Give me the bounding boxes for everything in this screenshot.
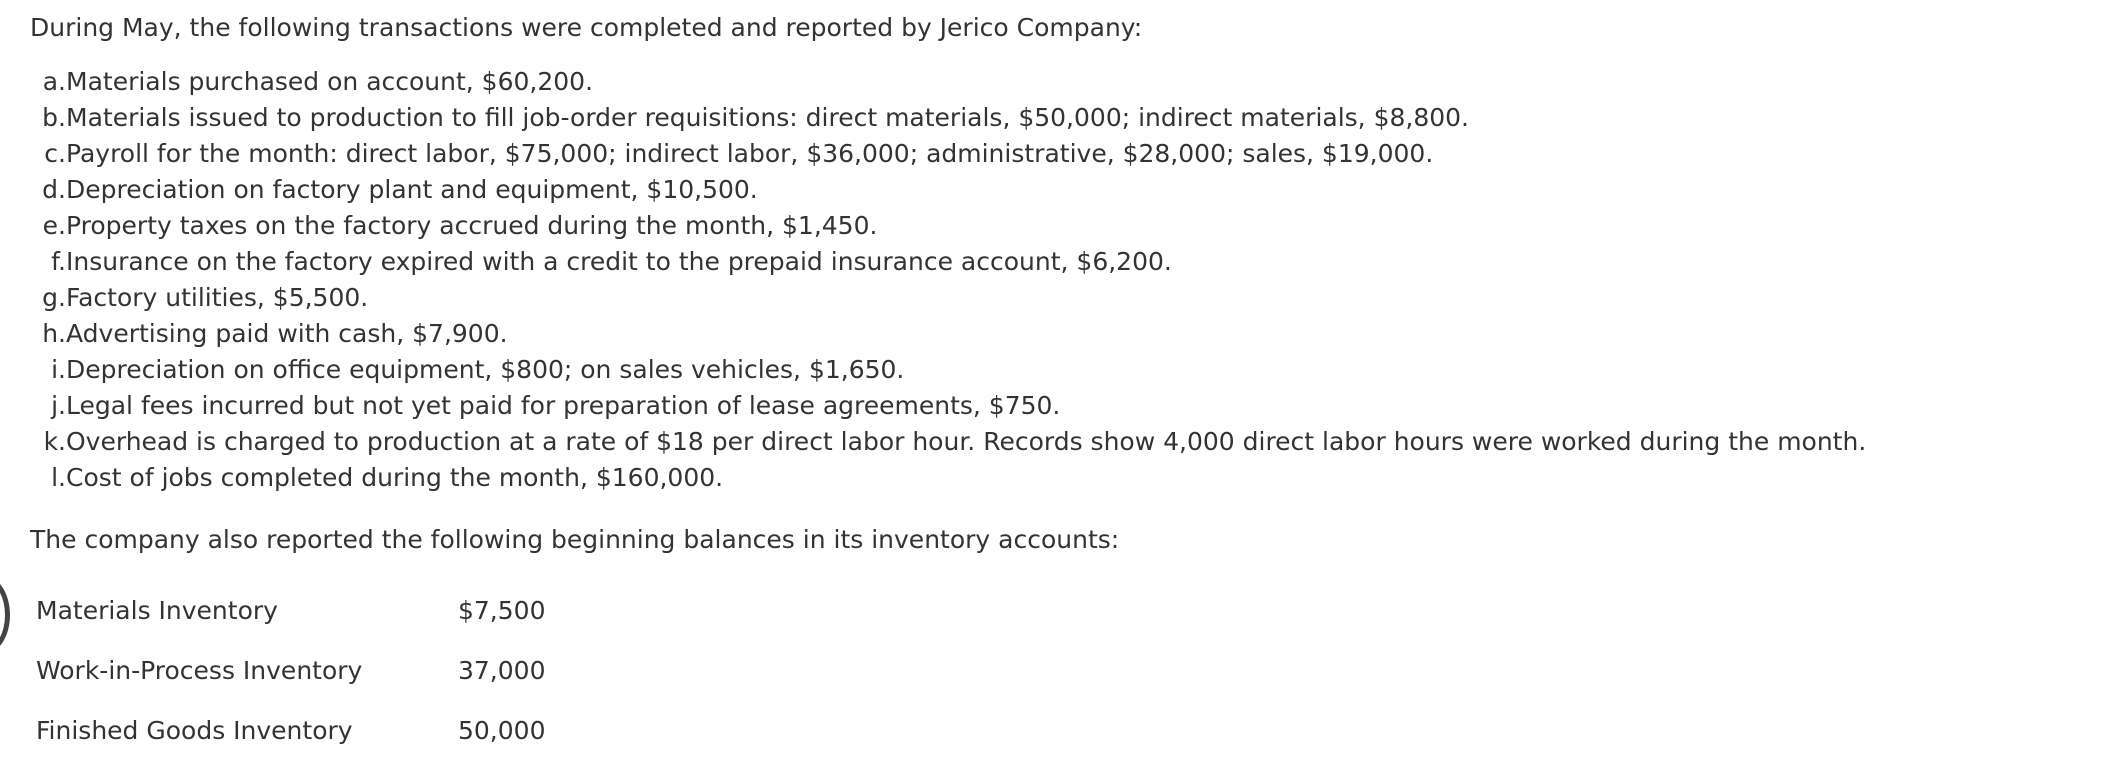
balance-label: Finished Goods Inventory <box>36 715 353 745</box>
transaction-letter: d. <box>42 175 66 204</box>
transaction-letter: i. <box>51 355 66 384</box>
transaction-item <box>30 460 2105 496</box>
transaction-item <box>30 352 2105 388</box>
transaction-text: Cost of jobs completed during the month, $160,000. <box>66 463 724 492</box>
balance-value: 37,000 <box>458 655 546 685</box>
transaction-text: Overhead is charged to production at a rate of $18 per direct labor hour. Records show 4,000 direct labor hours were worked during the month. <box>66 427 1867 456</box>
transaction-letter: j. <box>51 391 66 420</box>
balance-row <box>36 700 545 760</box>
transaction-text: Payroll for the month: direct labor, $75,000; indirect labor, $36,000; administrative, $28,000; sales, $19,000. <box>66 139 1434 168</box>
transaction-item <box>30 388 2105 424</box>
transactions-list <box>30 64 2105 496</box>
transaction-item <box>30 100 2105 136</box>
problem-content <box>30 12 2105 760</box>
transaction-text: Insurance on the factory expired with a credit to the prepaid insurance account, $6,200. <box>66 247 1172 276</box>
transaction-letter: h. <box>42 319 66 348</box>
transaction-letter: g. <box>42 283 66 312</box>
transaction-item <box>30 316 2105 352</box>
edge-ring-decoration <box>0 577 10 653</box>
balance-row <box>36 580 545 640</box>
transaction-letter: l. <box>51 463 66 492</box>
balances-intro-text: The company also reported the following beginning balances in its inventory accounts: <box>30 525 1120 554</box>
transaction-text: Advertising paid with cash, $7,900. <box>66 319 508 348</box>
transaction-text: Property taxes on the factory accrued during the month, $1,450. <box>66 211 878 240</box>
transaction-item <box>30 136 2105 172</box>
transaction-item <box>30 244 2105 280</box>
transaction-letter: c. <box>44 139 66 168</box>
transaction-item <box>30 64 2105 100</box>
transaction-text: Factory utilities, $5,500. <box>66 283 369 312</box>
transaction-text: Legal fees incurred but not yet paid for preparation of lease agreements, $750. <box>66 391 1061 420</box>
transaction-letter: f. <box>51 247 66 276</box>
transaction-text: Materials purchased on account, $60,200. <box>66 67 594 96</box>
transaction-item <box>30 280 2105 316</box>
balance-label: Materials Inventory <box>36 595 278 625</box>
transaction-text: Depreciation on factory plant and equipment, $10,500. <box>66 175 758 204</box>
transaction-text: Depreciation on office equipment, $800; on sales vehicles, $1,650. <box>66 355 905 384</box>
transaction-item <box>30 424 2105 460</box>
intro-text: During May, the following transactions were completed and reported by Jerico Company: <box>30 13 1143 42</box>
transaction-letter: a. <box>42 67 66 96</box>
balance-row <box>36 640 545 700</box>
transaction-item <box>30 172 2105 208</box>
balance-value: $7,500 <box>458 595 546 625</box>
balance-label: Work-in-Process Inventory <box>36 655 363 685</box>
transaction-item <box>30 208 2105 244</box>
transaction-letter: e. <box>42 211 66 240</box>
transaction-letter: k. <box>43 427 66 456</box>
transaction-text: Materials issued to production to fill job-order requisitions: direct materials, $50,000; indirect materials, $8,800. <box>66 103 1469 132</box>
transaction-letter: b. <box>42 103 66 132</box>
balance-value: 50,000 <box>458 715 546 745</box>
beginning-balances-table <box>36 580 545 760</box>
